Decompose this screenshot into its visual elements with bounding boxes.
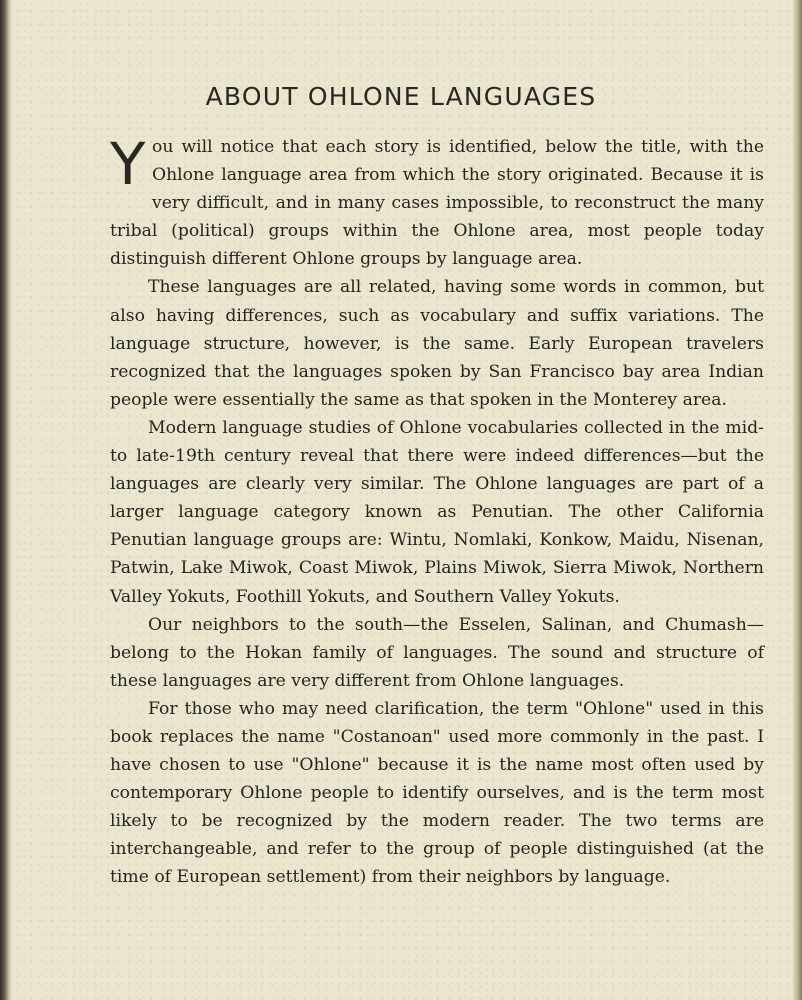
paragraph-3: Modern language studies of Ohlone vocabularies collected in the mid- to late-19th century reveal that there were indeed differences—but the languages are clearly very similar. The Ohlone languages are part of a larger language category known as Penutian. The other California Penutian language groups are: Wintu, Nomlaki, Konkow, Maidu, Nisenan, Patwin, Lake Miwok, Coast Miwok, Plains Miwok, Sierra Miwok, Northern Valley Yokuts, Foothill Yokuts, and Southern Valley Yokuts. [110, 417, 764, 607]
paragraph-5: For those who may need clarification, the term "Ohlone" used in this book replaces the name "Costanoan" used more commonly in the past. I have chosen to use "Ohlone" because it is the name most often used by contemporary Ohlone people to identify ourselves, and is the term most likely to be recognized by the modern reader. The two terms are interchangeable, and refer to the group of people distinguished (at the time of European settlement) from their neighbors by language. [110, 698, 764, 888]
page-binding-edge-left [0, 0, 12, 1000]
drop-cap: Y [110, 130, 146, 198]
paragraph-1 [110, 130, 764, 273]
paragraph-2: These languages are all related, having some words in common, but also having differences, such as vocabulary and suffix variations. The language structure, however, is the same. Early European travelers recognized that the languages spoken by San Francisco bay area Indian people were essentially the same as that spoken in the Monterey area. [110, 277, 764, 410]
page-title: ABOUT OHLONE LANGUAGES [205, 82, 597, 111]
paragraph-1-text: ou will notice that each story is identified, below the title, with the Ohlone language area from which the story originated. Because it is very difficult, and in many cases impossible, to reconstruct the many tribal (political) groups within the Ohlone area, most people today distinguish different Ohlone groups by language area. [110, 137, 764, 270]
drop-cap-container [110, 130, 152, 198]
page-edge-right [792, 0, 802, 1000]
paragraph-4: Our neighbors to the south—the Esselen, Salinan, and Chumash—belong to the Hokan family of languages. The sound and structure of these languages are very different from Ohlone languages. [110, 614, 764, 691]
article-body [110, 130, 764, 892]
